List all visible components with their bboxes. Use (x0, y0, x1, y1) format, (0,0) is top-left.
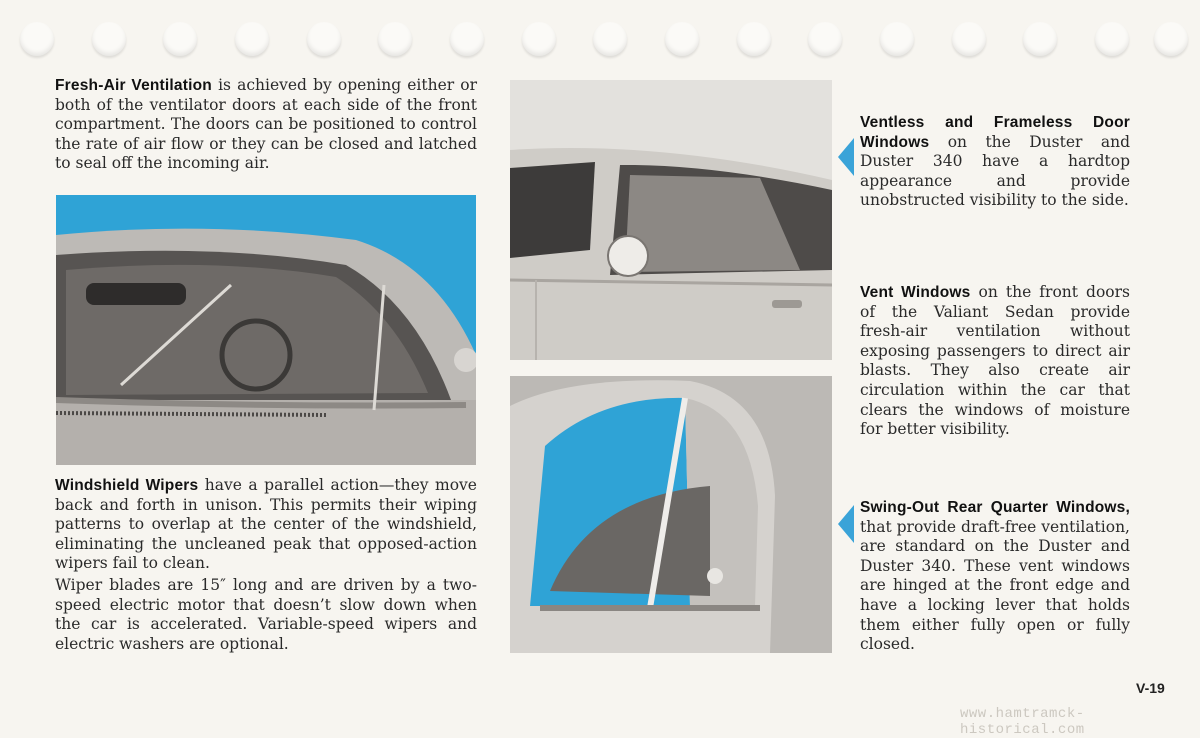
fresh-air-body: is achieved by opening either or both of the ventilator doors at each side of the front compartment. The doors can be positioned to control the rate of air flow or they can be closed and latched to seal off the incoming air. (55, 76, 478, 173)
binding-hole (880, 22, 914, 56)
binding-hole (737, 22, 771, 56)
swing-out-paragraph (860, 498, 1130, 655)
binding-hole (450, 22, 484, 56)
binding-holes (20, 22, 1190, 62)
vent-windows-paragraph (860, 283, 1130, 440)
swing-out-body: that provide draft-free ventilation, are standard on the Duster and Duster 340. These vent windows are hinged at the front edge and have a locking lever that holds them either fully open or fully closed. (860, 517, 1130, 654)
binding-hole (665, 22, 699, 56)
binding-hole (1023, 22, 1057, 56)
swing-out-heading: Swing-Out Rear Quarter Windows, (860, 499, 1130, 516)
ventless-windows-heading: Ventless and Frameless Door Windows (860, 114, 1130, 151)
ventless-windows-paragraph (860, 113, 1130, 211)
binding-hole (952, 22, 986, 56)
watermark: www.hamtramck-historical.com (960, 706, 1085, 738)
binding-hole (522, 22, 556, 56)
binding-hole (235, 22, 269, 56)
binding-hole (593, 22, 627, 56)
windshield-wipers-photo (56, 195, 476, 465)
page-number: V-19 (1136, 680, 1165, 696)
binding-hole (378, 22, 412, 56)
vent-windows-heading: Vent Windows (860, 284, 971, 301)
windshield-wipers-body: have a parallel action—they move back and forth in unison. This permits their wiping patterns to overlap at the center of the windshield, eliminating the uncleaned peak that opposed-action wipers fail to clean. (55, 476, 477, 573)
binding-hole (808, 22, 842, 56)
binding-hole (163, 22, 197, 56)
binding-hole (1095, 22, 1129, 56)
windshield-wipers-heading: Windshield Wipers (55, 477, 199, 494)
vent-windows-body: on the front doors of the Valiant Sedan provide fresh-air ventilation without exposing passengers to direct air blasts. They also create air circulation within the car that clears the windows of moisture for better visibility. (860, 283, 1130, 439)
binding-hole (20, 22, 54, 56)
frameless-door-window-photo (510, 80, 832, 360)
binding-hole (92, 22, 126, 56)
binding-hole (307, 22, 341, 56)
fresh-air-heading: Fresh-Air Ventilation (55, 77, 212, 94)
wiper-blades-paragraph: Wiper blades are 15″ long and are driven by a two-speed electric motor that doesn’t slow down when the car is accelerated. Variable-speed wipers and electric washers are optional. (55, 576, 477, 653)
ventless-windows-body: on the Duster and Duster 340 have a hardtop appearance and provide unobstructed visibility to the side. (860, 132, 1130, 210)
binding-hole (1154, 22, 1188, 56)
triangle-left-icon (838, 505, 854, 543)
fresh-air-paragraph (55, 76, 477, 174)
swing-out-quarter-window-photo (510, 376, 832, 653)
triangle-left-icon (838, 138, 854, 176)
windshield-wipers-paragraph (55, 476, 477, 574)
